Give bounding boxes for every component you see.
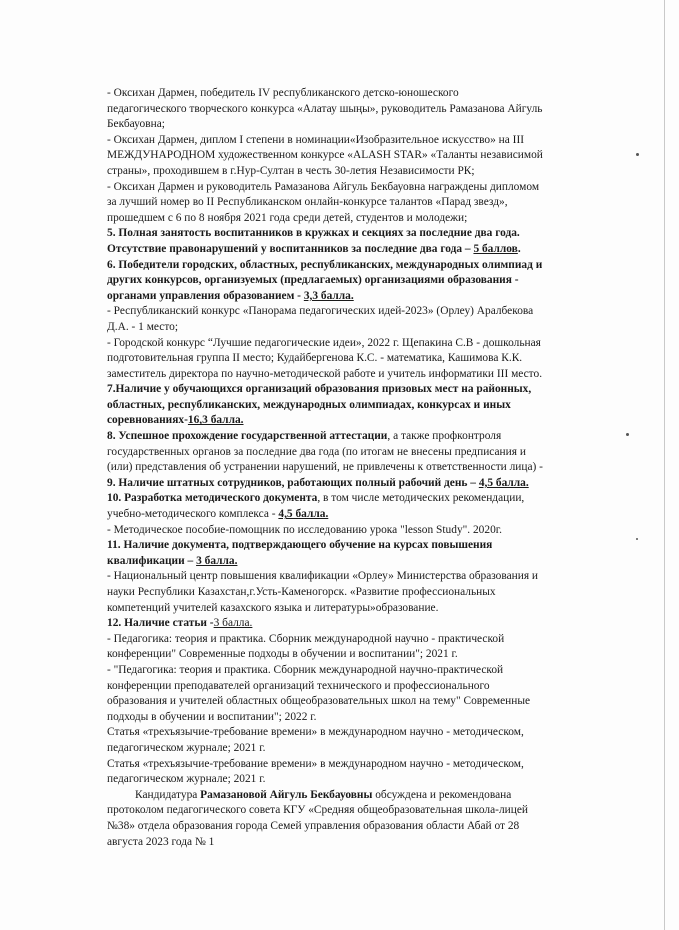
text-segment: 6. Победители городских, областных, республиканских, международных олимпиад и bbox=[107, 258, 543, 271]
text-line bbox=[107, 320, 617, 336]
text-line bbox=[107, 476, 617, 492]
text-segment: обсуждена и рекомендована bbox=[372, 788, 512, 801]
text-segment: , в том числе методических рекомендации, bbox=[317, 492, 525, 505]
text-line bbox=[107, 632, 617, 648]
text-segment: - Национальный центр повышения квалификации «Орлеу» Министерства образования и bbox=[107, 570, 539, 583]
text-segment: - Республиканский конкурс «Панорама педагогических идей-2023» (Орлеу) Аралбекова bbox=[107, 305, 534, 318]
text-line bbox=[107, 538, 617, 554]
page-edge bbox=[664, 0, 665, 930]
text-line bbox=[107, 507, 617, 523]
text-segment: заместитель директора по научно-методической работе и учитель информатики III место. bbox=[107, 367, 543, 380]
text-line bbox=[107, 757, 617, 773]
text-segment: страны», проходившем в г.Нур-Султан в честь 30-летия Независимости РК; bbox=[107, 164, 475, 177]
text-segment: №38» отдела образования города Семей управления образования области Абай от 28 bbox=[107, 819, 520, 832]
text-segment: Рамазановой Айгуль Бекбауовны bbox=[200, 788, 373, 801]
text-segment: 10. Разработка методического документа bbox=[107, 492, 318, 505]
text-segment: Д.А. - 1 место; bbox=[107, 320, 179, 333]
text-segment: 5. Полная занятость воспитанников в кружках и секциях за последние два года. bbox=[107, 227, 520, 240]
text-segment: органами управления образованием - bbox=[107, 289, 304, 302]
text-segment: протоколом педагогического совета КГУ «Средняя общеобразовательная школа-лицей bbox=[107, 804, 528, 817]
text-segment: . bbox=[517, 242, 521, 255]
text-segment: прошедшем с 6 по 8 ноября 2021 года среди детей, студентов и молодежи; bbox=[107, 211, 468, 224]
text-line bbox=[107, 694, 617, 710]
text-segment: 12. Наличие статьи - bbox=[107, 617, 214, 630]
text-line bbox=[107, 819, 617, 835]
text-segment: 7.Наличие у обучающихся организаций образования призовых мест на районных, bbox=[107, 383, 532, 396]
text-line bbox=[107, 226, 617, 242]
text-segment: 9. Наличие штатных сотрудников, работающих полный рабочий день – bbox=[107, 476, 479, 489]
text-segment: (или) представления об устранении нарушений, не привлечены к ответственности лица) - bbox=[107, 461, 543, 474]
text-segment: Отсутствие правонарушений у воспитанников за последние два года – bbox=[107, 242, 474, 255]
text-line bbox=[107, 195, 617, 211]
text-segment: квалификации – bbox=[107, 554, 197, 567]
text-line bbox=[107, 772, 617, 788]
text-line bbox=[107, 273, 617, 289]
text-segment: 5 баллов bbox=[473, 242, 518, 255]
text-line bbox=[107, 741, 617, 757]
text-segment: - Городской конкурс “Лучшие педагогические идеи», 2022 г. Щепакина С.В - дошкольная bbox=[107, 336, 541, 349]
text-line bbox=[107, 180, 617, 196]
text-line bbox=[107, 554, 617, 570]
text-segment: - "Педагогика: теория и практика. Сборник международной научно-практической bbox=[107, 663, 504, 676]
text-segment: 4,5 балла. bbox=[278, 508, 329, 521]
text-segment: подходы в обучении и воспитании"; 2022 г. bbox=[107, 710, 317, 723]
text-segment: соревнованиях- bbox=[107, 414, 188, 427]
text-segment: Статья «трехъязычие-требование времени» в международном научно - методическом, bbox=[107, 757, 524, 770]
text-line bbox=[107, 663, 617, 679]
text-line bbox=[107, 164, 617, 180]
text-segment: 3 балла. bbox=[213, 617, 253, 630]
text-line bbox=[107, 491, 617, 507]
text-line bbox=[107, 429, 617, 445]
document-body bbox=[107, 86, 617, 850]
text-line bbox=[107, 616, 617, 632]
text-line bbox=[107, 585, 617, 601]
text-line bbox=[107, 148, 617, 164]
text-segment: - Оксихан Дармен, победитель IV республиканского детско-юношеского bbox=[107, 87, 459, 99]
text-segment: педагогическом журнале; 2021 г. bbox=[107, 773, 266, 786]
scan-speck bbox=[636, 153, 639, 156]
text-line bbox=[107, 523, 617, 539]
text-segment: подготовительная группа II место; Кудайбергенова К.С. - математика, Кашимова К.К. bbox=[107, 352, 523, 365]
text-segment: - Методическое пособие-помощник по исследованию урока "lesson Study". 2020г. bbox=[107, 523, 502, 536]
text-line bbox=[107, 211, 617, 227]
text-segment: Статья «трехъязычие-требование времени» в международном научно - методическом, bbox=[107, 726, 524, 739]
text-segment: 4,5 балла. bbox=[478, 476, 529, 489]
text-line bbox=[107, 289, 617, 305]
text-line bbox=[107, 460, 617, 476]
text-segment: педагогического творческого конкурса «Алатау шыңы», руководитель Рамазанова Айгуль bbox=[107, 102, 543, 115]
text-line bbox=[107, 382, 617, 398]
text-segment: , а также профконтроля bbox=[387, 430, 502, 443]
text-segment: 16,3 балла. bbox=[187, 414, 244, 427]
text-line bbox=[107, 803, 617, 819]
text-line bbox=[107, 398, 617, 414]
text-line bbox=[107, 351, 617, 367]
text-line bbox=[107, 133, 617, 149]
text-line bbox=[107, 679, 617, 695]
text-segment: 3 балла. bbox=[196, 554, 238, 567]
text-line bbox=[107, 835, 617, 851]
text-line bbox=[107, 304, 617, 320]
text-segment: областных, республиканских, международных олимпиадах, конкурсах и иных bbox=[107, 398, 511, 411]
text-line bbox=[107, 102, 617, 118]
text-line bbox=[107, 336, 617, 352]
text-segment: МЕЖДУНАРОДНОМ художественном конкурсе «ALASH STAR» «Таланты независимой bbox=[107, 149, 543, 162]
text-segment: 11. Наличие документа, подтверждающего обучение на курсах повышения bbox=[107, 539, 493, 552]
text-segment: 8. Успешное прохождение государственной аттестации bbox=[107, 430, 388, 443]
text-segment: Бекбауовна; bbox=[107, 118, 165, 131]
text-line bbox=[107, 117, 617, 133]
text-segment: образования и учителей областных общеобразовательных школ на тему" Современные bbox=[107, 695, 531, 708]
text-segment: - Оксихан Дармен и руководитель Рамазанова Айгуль Бекбауовна награждены дипломом bbox=[107, 180, 540, 193]
text-segment: педагогическом журнале; 2021 г. bbox=[107, 741, 266, 754]
text-line bbox=[107, 725, 617, 741]
text-segment: - Оксихан Дармен, диплом I степени в номинации«Изобразительное искусство» на III bbox=[107, 133, 525, 146]
text-segment: государственных органов за последние два года (по итогам не внесены предписания и bbox=[107, 445, 526, 458]
text-segment: науки Республики Казахстан,г.Усть-Каменогорск. «Развитие профессиональных bbox=[107, 586, 496, 598]
text-segment: компетенций учителей казахского языка и литературы»образование. bbox=[107, 601, 439, 614]
text-segment: конференции преподавателей организаций технического и профессионального bbox=[107, 679, 490, 692]
text-line bbox=[107, 413, 617, 429]
text-segment: конференции" Современные подходы в обучении и воспитании"; 2021 г. bbox=[107, 648, 458, 661]
text-line bbox=[107, 367, 617, 383]
text-line bbox=[107, 569, 617, 585]
text-segment: учебно-методического комплекса - bbox=[107, 508, 279, 521]
text-line bbox=[107, 258, 617, 274]
text-segment: Кандидатура bbox=[135, 788, 201, 801]
scan-speck bbox=[626, 433, 629, 436]
text-segment: других конкурсов, организуемых (предлагаемых) организациями образования - bbox=[107, 274, 519, 287]
text-line bbox=[107, 242, 617, 258]
text-segment: за лучший номер во II Республиканском онлайн-конкурсе талантов «Парад звезд», bbox=[107, 196, 508, 209]
text-line bbox=[107, 788, 617, 804]
text-line bbox=[107, 86, 617, 102]
text-segment: 3,3 балла. bbox=[303, 289, 354, 302]
text-line bbox=[107, 445, 617, 461]
text-segment: - Педагогика: теория и практика. Сборник международной научно - практической bbox=[107, 632, 505, 645]
scan-speck bbox=[636, 538, 638, 540]
text-line bbox=[107, 601, 617, 617]
text-segment: августа 2023 года № 1 bbox=[107, 835, 215, 848]
text-line bbox=[107, 710, 617, 726]
text-line bbox=[107, 647, 617, 663]
